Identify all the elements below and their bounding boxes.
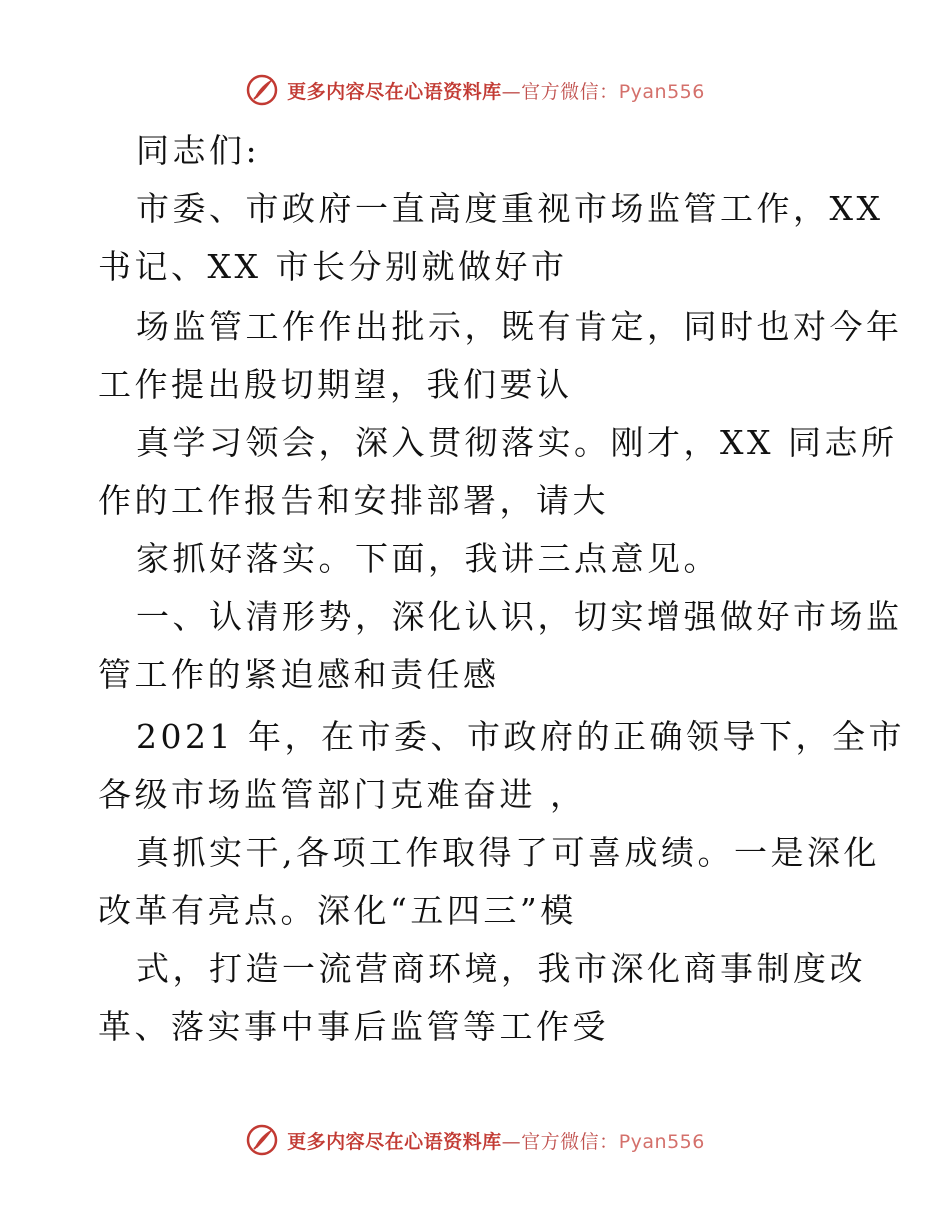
banner-label: 官方微信：: [521, 80, 619, 103]
text-line: 家抓好落实。下面，我讲三点意见。: [136, 539, 720, 578]
text-line: 作的工作报告和安排部署，请大: [98, 481, 609, 520]
text-line: 市委、市政府一直高度重视市场监管工作，XX: [136, 189, 884, 228]
banner-brand: 更多内容尽在心语资料库: [287, 80, 502, 103]
banner-label: 官方微信：: [521, 1130, 619, 1153]
banner-separator: —: [501, 80, 522, 103]
quill-logo-icon: [245, 1123, 279, 1157]
text-line: 真学习领会，深入贯彻落实。刚才，XX 同志所: [136, 423, 898, 462]
banner-brand: 更多内容尽在心语资料库: [287, 1130, 502, 1153]
text-line: 真抓实干,各项工作取得了可喜成绩。一是深化: [136, 833, 880, 872]
text-line: 同志们:: [136, 131, 261, 170]
header-banner-text: [287, 77, 705, 104]
paragraph-intro: [98, 180, 884, 296]
paragraph-implement: [98, 530, 858, 588]
text-line: 管工作的紧迫感和责任感: [98, 655, 500, 694]
text-line: 工作提出殷切期望，我们要认: [98, 365, 573, 404]
quill-logo-icon: [245, 73, 279, 107]
footer-banner-text: [287, 1127, 705, 1154]
paragraph-achievements: [98, 824, 880, 940]
text-line: 书记、XX 市长分别就做好市: [98, 247, 568, 286]
paragraph-study: [98, 414, 898, 530]
header-banner: [0, 70, 950, 110]
text-line: 改革有亮点。深化“五四三”模: [98, 891, 577, 930]
text-line: 2021 年，在市委、市政府的正确领导下，全市: [136, 717, 905, 756]
banner-separator: —: [501, 1130, 522, 1153]
section-heading-1: [98, 588, 903, 704]
text-line: 各级市场监管部门克难奋进 ，: [98, 775, 587, 814]
text-line: 场监管工作作出批示，既有肯定，同时也对今年: [136, 307, 903, 346]
banner-handle: Pyan556: [618, 80, 705, 103]
paragraph-instructions: [98, 298, 903, 414]
footer-banner: [0, 1120, 950, 1160]
paragraph-environment: [98, 940, 866, 1056]
text-line: 革、落实事中事后监管等工作受: [98, 1007, 609, 1046]
paragraph-greeting: [98, 122, 858, 180]
banner-handle: Pyan556: [618, 1130, 705, 1153]
text-line: 式，打造一流营商环境，我市深化商事制度改: [136, 949, 866, 988]
paragraph-2021: [98, 708, 905, 824]
text-line: 一、认清形势，深化认识，切实增强做好市场监: [136, 597, 903, 636]
